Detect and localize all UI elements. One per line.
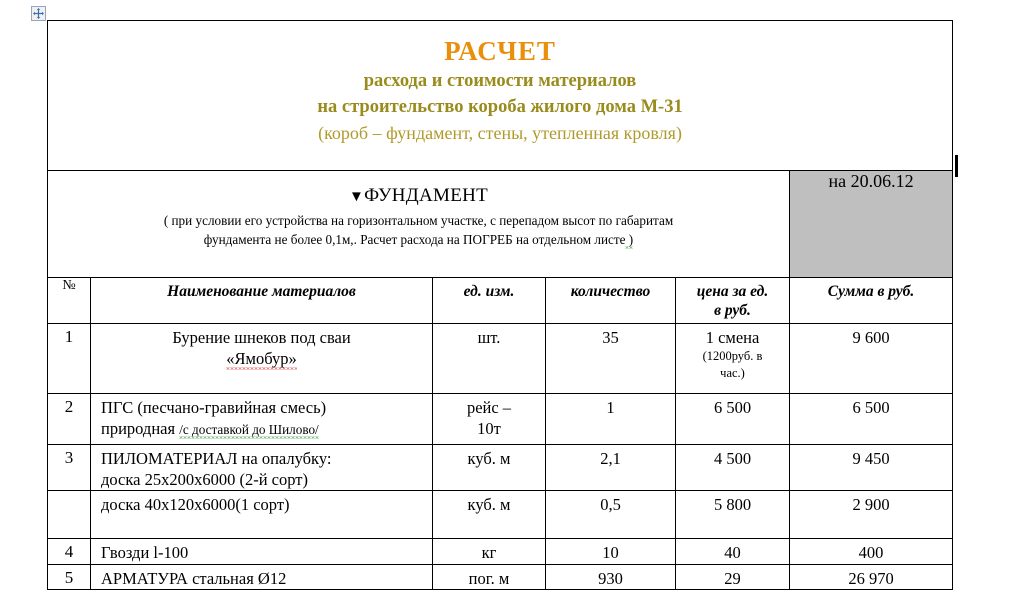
row-name: [91, 324, 433, 394]
row-name-line-1: Бурение шнеков под сваи: [172, 328, 351, 347]
row-unit: пог. м: [433, 564, 546, 589]
subtitle-line-1: расхода и стоимости материалов: [363, 70, 637, 91]
document-title-cell: [48, 21, 953, 171]
table-row: [48, 491, 953, 539]
table-header-row: [48, 278, 953, 324]
row-unit: куб. м: [433, 491, 546, 539]
header-price-line-1: цена за ед.: [696, 283, 769, 300]
page-title: РАСЧЕТ: [444, 36, 556, 66]
table-move-handle[interactable]: [31, 6, 46, 21]
header-sum: Сумма в руб.: [790, 278, 953, 324]
row-quantity: 1: [546, 394, 676, 445]
row-name: доска 40х120х6000(1 сорт): [91, 491, 433, 539]
collapse-triangle-icon[interactable]: ▼: [348, 189, 365, 205]
row-no: 4: [48, 539, 91, 564]
section-note-line-1: ( при условии его устройства на горизонтальном участке, с перепадом высот по габаритам: [163, 212, 674, 228]
text-caret: [955, 155, 958, 177]
row-price: [676, 324, 790, 394]
table-row: [48, 539, 953, 564]
section-note-line-2-text: фундамента не более 0,1м,. Расчет расхода на ПОГРЕБ на отдельном листе: [203, 232, 626, 248]
row-name-line-2: доска 25х200х6000 (2-й сорт): [101, 470, 308, 490]
title-row: [48, 21, 953, 171]
misspelled-word: «Ямобур»: [226, 349, 297, 369]
header-unit: ед. изм.: [433, 278, 546, 324]
row-sum: 6 500: [790, 394, 953, 445]
calculation-table: [47, 20, 953, 590]
section-note: [48, 208, 789, 250]
section-name: ФУНДАМЕНТ: [364, 185, 489, 206]
table-row: [48, 394, 953, 445]
header-quantity: количество: [546, 278, 676, 324]
row-name-line-1: ПИЛОМАТЕРИАЛ на опалубку:: [101, 449, 332, 468]
row-quantity: 2,1: [546, 445, 676, 491]
header-price-line-2: в руб.: [714, 301, 751, 319]
row-price-line-1: 1 смена: [705, 328, 760, 347]
table-row: [48, 564, 953, 589]
row-unit: [433, 394, 546, 445]
row-price: 5 800: [676, 491, 790, 539]
row-sum: 26 970: [790, 564, 953, 589]
row-sum: 9 600: [790, 324, 953, 394]
row-no: 3: [48, 445, 91, 491]
row-price: 29: [676, 564, 790, 589]
row-unit: шт.: [433, 324, 546, 394]
date-cell: на 20.06.12: [790, 171, 953, 278]
move-cross-icon: [33, 8, 44, 19]
section-note-grammar-flag: ): [625, 232, 634, 248]
row-quantity: 10: [546, 539, 676, 564]
row-name-line-2: [101, 418, 426, 439]
row-no: 5: [48, 564, 91, 589]
row-name: Гвозди l-100: [91, 539, 433, 564]
subtitle-line-3: (короб – фундамент, стены, утепленная кровля): [318, 123, 682, 144]
row-no: 1: [48, 324, 91, 394]
row-price: 40: [676, 539, 790, 564]
row-name-line-2: [97, 348, 426, 369]
row-name-line-2-main: природная: [101, 419, 176, 439]
header-name: Наименование материалов: [91, 278, 433, 324]
section-row: [48, 171, 953, 278]
row-unit: кг: [433, 539, 546, 564]
row-no: 2: [48, 394, 91, 445]
table-row: [48, 445, 953, 491]
row-quantity: 35: [546, 324, 676, 394]
row-unit: куб. м: [433, 445, 546, 491]
row-name-delivery-note: /с доставкой до Шилово/: [179, 422, 319, 438]
row-price-line-2: (1200руб. в: [702, 349, 763, 364]
header-price: [676, 278, 790, 324]
section-header-cell: [48, 171, 790, 278]
row-unit-line-1: рейс –: [466, 398, 512, 417]
section-note-line-2: [66, 230, 771, 250]
row-sum: 9 450: [790, 445, 953, 491]
subtitle-line-2: на строительство короба жилого дома М-31: [317, 96, 683, 117]
row-sum: 2 900: [790, 491, 953, 539]
row-name: [91, 394, 433, 445]
row-name-line-1: ПГС (песчано-гравийная смесь): [101, 398, 327, 417]
row-name: [91, 445, 433, 491]
row-price: 4 500: [676, 445, 790, 491]
row-quantity: 930: [546, 564, 676, 589]
header-no: №: [48, 278, 91, 324]
row-quantity: 0,5: [546, 491, 676, 539]
row-no: [48, 491, 91, 539]
table-row: [48, 324, 953, 394]
row-name: АРМАТУРА стальная Ø12: [91, 564, 433, 589]
row-price-line-3: час.): [720, 365, 745, 380]
row-sum: 400: [790, 539, 953, 564]
row-price: 6 500: [676, 394, 790, 445]
row-unit-line-2: 10т: [477, 419, 501, 439]
section-title: [48, 185, 789, 208]
